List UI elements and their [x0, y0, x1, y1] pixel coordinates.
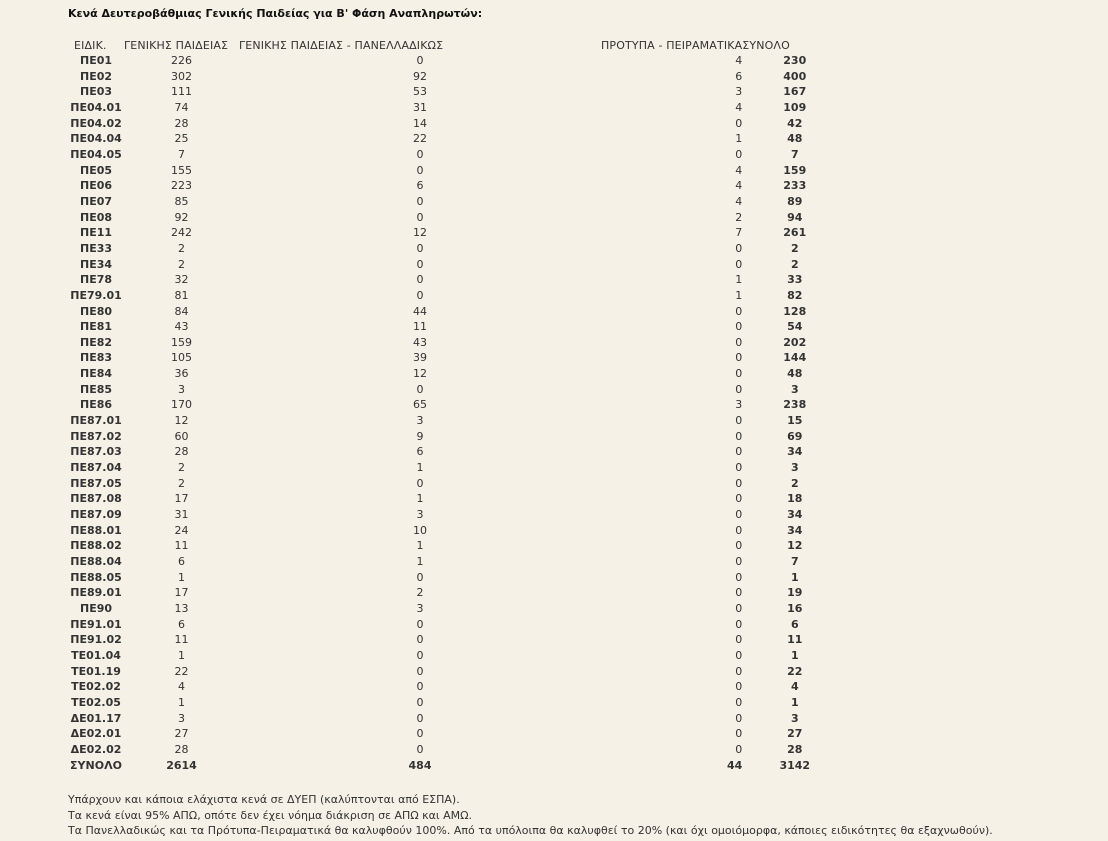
total-label: ΣΥΝΟΛΟ — [70, 758, 122, 772]
cell-general-nationwide: 3 — [416, 508, 424, 522]
cell-specialty: ΠΕ34 — [79, 257, 113, 271]
cell-specialty: ΠΕ01 — [79, 54, 113, 67]
cell-total: 3 — [790, 461, 799, 475]
cell-model-experimental: 3 — [735, 398, 743, 412]
cell-general-nationwide: 12 — [413, 226, 427, 240]
cell-total: 27 — [787, 727, 803, 741]
cell-general-nationwide: 10 — [413, 523, 427, 537]
cell-total: 3 — [790, 711, 799, 725]
cell-specialty: ΠΕ81 — [79, 320, 113, 334]
cell-specialty: ΠΕ33 — [79, 241, 113, 255]
table-header-row — [68, 38, 847, 53]
cell-model-experimental: 7 — [735, 226, 743, 240]
cell-model-experimental: 0 — [735, 241, 743, 255]
cell-general: 2 — [178, 257, 185, 271]
cell-model-experimental: 0 — [735, 601, 743, 615]
cell-model-experimental: 0 — [735, 351, 743, 365]
cell-total: 12 — [787, 539, 803, 553]
cell-general: 81 — [174, 288, 189, 302]
column-header-model-experimental: ΠΡΟΤΥΠΑ - ΠΕΙΡΑΜΑΤΙΚΑ — [601, 39, 743, 52]
cell-specialty: ΠΕ04.04 — [70, 132, 122, 146]
cell-specialty: ΔΕ01.17 — [70, 711, 122, 725]
cell-general: 2 — [178, 461, 185, 475]
cell-total: 109 — [783, 100, 807, 114]
cell-specialty: ΠΕ80 — [79, 304, 113, 318]
table-row — [68, 491, 847, 507]
cell-model-experimental: 0 — [735, 523, 743, 537]
cell-total: 7 — [790, 147, 799, 161]
column-header-total: ΣΥΝΟΛΟ — [742, 39, 790, 52]
cell-model-experimental: 0 — [735, 367, 743, 381]
cell-total: 89 — [787, 194, 803, 208]
table-body — [68, 53, 847, 758]
cell-total: 1 — [790, 648, 799, 662]
cell-model-experimental: 4 — [735, 100, 743, 114]
total-model-experimental: 44 — [726, 758, 743, 772]
cell-model-experimental: 1 — [735, 288, 743, 302]
cell-general-nationwide: 12 — [413, 367, 427, 381]
table-row — [68, 225, 847, 241]
cell-specialty: ΔΕ02.02 — [70, 742, 122, 756]
cell-general-nationwide: 0 — [416, 194, 424, 208]
cell-model-experimental: 4 — [735, 194, 743, 208]
cell-general-nationwide: 0 — [416, 680, 424, 694]
cell-model-experimental: 4 — [735, 163, 743, 177]
cell-specialty: ΤΕ02.02 — [71, 680, 121, 694]
cell-general-nationwide: 92 — [413, 69, 427, 83]
cell-model-experimental: 0 — [735, 429, 743, 443]
cell-total: 34 — [787, 508, 803, 522]
table-row — [68, 69, 847, 85]
cell-specialty: ΠΕ85 — [79, 382, 113, 396]
cell-model-experimental: 0 — [735, 414, 743, 428]
cell-general-nationwide: 3 — [416, 414, 424, 428]
cell-specialty: ΠΕ89.01 — [70, 586, 122, 600]
cell-general-nationwide: 0 — [416, 288, 424, 302]
cell-total: 11 — [787, 633, 803, 647]
cell-total: 7 — [790, 555, 799, 568]
cell-model-experimental: 0 — [735, 461, 743, 475]
cell-general: 43 — [174, 320, 189, 334]
table-row — [68, 397, 847, 413]
cell-total: 69 — [787, 429, 803, 443]
cell-general-nationwide: 22 — [413, 132, 427, 146]
cell-general: 17 — [174, 586, 189, 600]
table-row — [68, 304, 847, 320]
cell-model-experimental: 0 — [735, 555, 743, 568]
cell-total: 22 — [787, 664, 803, 678]
cell-specialty: ΠΕ04.02 — [70, 116, 122, 130]
cell-general: 105 — [171, 351, 192, 365]
cell-model-experimental: 6 — [735, 69, 743, 83]
cell-model-experimental: 0 — [735, 116, 743, 130]
cell-general-nationwide: 0 — [416, 382, 424, 396]
table-row — [68, 664, 847, 680]
table-total-row — [68, 758, 847, 774]
cell-general: 159 — [171, 335, 192, 349]
cell-general: 31 — [174, 508, 189, 522]
cell-general: 2 — [178, 241, 185, 255]
cell-general: 28 — [174, 445, 189, 459]
cell-model-experimental: 0 — [735, 664, 743, 678]
cell-model-experimental: 0 — [735, 742, 743, 756]
cell-total: 1 — [790, 570, 799, 584]
cell-general-nationwide: 6 — [416, 445, 424, 459]
cell-total: 202 — [783, 335, 807, 349]
table-row — [68, 53, 847, 69]
cell-model-experimental: 0 — [735, 147, 743, 161]
table-row — [68, 163, 847, 179]
cell-general: 11 — [174, 539, 189, 553]
table-row — [68, 444, 847, 460]
cell-general: 155 — [171, 163, 192, 177]
table-row — [68, 476, 847, 492]
cell-specialty: ΠΕ87.01 — [70, 414, 122, 428]
cell-model-experimental: 0 — [735, 648, 743, 662]
cell-general-nationwide: 0 — [416, 633, 424, 647]
cell-specialty: ΠΕ07 — [79, 194, 113, 208]
cell-general: 11 — [174, 633, 189, 647]
cell-total: 34 — [787, 445, 803, 459]
cell-total: 48 — [787, 367, 803, 381]
cell-general-nationwide: 0 — [416, 664, 424, 678]
cell-model-experimental: 4 — [735, 179, 743, 193]
table-row — [68, 241, 847, 257]
cell-specialty: ΠΕ87.05 — [70, 476, 122, 490]
cell-general: 28 — [174, 116, 189, 130]
cell-general-nationwide: 39 — [413, 351, 427, 365]
cell-general-nationwide: 3 — [416, 601, 424, 615]
cell-general-nationwide: 0 — [416, 147, 424, 161]
cell-total: 2 — [790, 257, 799, 271]
cell-total: 82 — [787, 288, 803, 302]
table-row — [68, 460, 847, 476]
cell-general: 24 — [174, 523, 189, 537]
cell-specialty: ΠΕ87.08 — [70, 492, 122, 506]
cell-total: 4 — [790, 680, 799, 694]
cell-general: 32 — [174, 273, 189, 287]
cell-model-experimental: 0 — [735, 476, 743, 490]
table-row — [68, 335, 847, 351]
table-row — [68, 319, 847, 335]
cell-general-nationwide: 44 — [413, 304, 427, 318]
cell-total: 238 — [783, 398, 807, 412]
table-row — [68, 554, 847, 570]
cell-general-nationwide: 0 — [416, 273, 424, 287]
cell-general-nationwide: 1 — [416, 492, 424, 506]
cell-model-experimental: 0 — [735, 617, 743, 631]
table-row — [68, 288, 847, 304]
cell-total: 94 — [787, 210, 803, 224]
total-general-nationwide: 484 — [408, 758, 432, 772]
cell-total: 54 — [787, 320, 803, 334]
cell-total: 144 — [783, 351, 807, 365]
cell-specialty: ΤΕ01.19 — [71, 664, 121, 678]
cell-total: 33 — [787, 273, 803, 287]
cell-general-nationwide: 43 — [413, 335, 427, 349]
cell-specialty: ΠΕ88.02 — [70, 539, 122, 553]
cell-model-experimental: 0 — [735, 304, 743, 318]
cell-general: 242 — [171, 226, 192, 240]
cell-general-nationwide: 11 — [413, 320, 427, 334]
table-row — [68, 366, 847, 382]
cell-specialty: ΠΕ84 — [79, 367, 113, 381]
vacancies-table — [68, 38, 847, 773]
cell-general-nationwide: 1 — [416, 539, 424, 553]
cell-general-nationwide: 0 — [416, 241, 424, 255]
cell-specialty: ΠΕ87.02 — [70, 429, 122, 443]
cell-specialty: ΠΕ91.01 — [70, 617, 122, 631]
cell-specialty: ΠΕ87.04 — [70, 461, 122, 475]
cell-model-experimental: 0 — [735, 445, 743, 459]
cell-general: 3 — [178, 711, 185, 725]
cell-general: 302 — [171, 69, 192, 83]
table-row — [68, 131, 847, 147]
table-row — [68, 100, 847, 116]
cell-specialty: ΠΕ86 — [79, 398, 113, 412]
cell-general-nationwide: 0 — [416, 163, 424, 177]
cell-specialty: ΠΕ88.01 — [70, 523, 122, 537]
table-row — [68, 585, 847, 601]
table-row — [68, 178, 847, 194]
cell-model-experimental: 2 — [735, 210, 743, 224]
cell-model-experimental: 1 — [735, 273, 743, 287]
cell-model-experimental: 0 — [735, 586, 743, 600]
cell-total: 1 — [790, 695, 799, 709]
cell-general: 74 — [174, 100, 189, 114]
cell-general: 7 — [178, 147, 185, 161]
cell-general: 1 — [178, 570, 185, 584]
column-header-general-nationwide: ΓΕΝΙΚΗΣ ΠΑΙΔΕΙΑΣ - ΠΑΝΕΛΛΑΔΙΚΩΣ — [239, 39, 444, 52]
cell-total: 48 — [787, 132, 803, 146]
cell-specialty: ΠΕ78 — [79, 273, 113, 287]
table-row — [68, 601, 847, 617]
cell-general: 85 — [174, 194, 189, 208]
cell-model-experimental: 0 — [735, 570, 743, 584]
note-line: Τα Πανελλαδικώς και τα Πρότυπα-Πειραματικά θα καλυφθούν 100%. Από τα υπόλοιπα θα καλυφθεί το 20% (και όχι ομοιόμορφα, κάποιες ειδικότητες θα εξαχνωθούν). — [68, 824, 993, 837]
cell-model-experimental: 4 — [735, 54, 743, 67]
table-row — [68, 350, 847, 366]
table-row — [68, 194, 847, 210]
cell-general: 25 — [174, 132, 189, 146]
cell-general: 27 — [174, 727, 189, 741]
cell-total: 400 — [783, 69, 807, 83]
cell-total: 6 — [790, 617, 799, 631]
cell-general: 4 — [178, 680, 185, 694]
total-sum: 3142 — [779, 758, 811, 772]
cell-general-nationwide: 0 — [416, 476, 424, 490]
cell-model-experimental: 3 — [735, 85, 743, 99]
cell-general-nationwide: 1 — [416, 555, 424, 568]
cell-general: 60 — [174, 429, 189, 443]
cell-specialty: ΔΕ02.01 — [70, 727, 122, 741]
cell-general: 92 — [174, 210, 189, 224]
cell-general-nationwide: 14 — [413, 116, 427, 130]
table-row — [68, 429, 847, 445]
cell-specialty: ΠΕ90 — [79, 601, 113, 615]
table-row — [68, 257, 847, 273]
cell-general-nationwide: 0 — [416, 727, 424, 741]
cell-total: 2 — [790, 476, 799, 490]
table-row — [68, 570, 847, 586]
cell-total: 230 — [783, 54, 807, 67]
cell-specialty: ΠΕ08 — [79, 210, 113, 224]
cell-general: 223 — [171, 179, 192, 193]
cell-general-nationwide: 6 — [416, 179, 424, 193]
cell-model-experimental: 0 — [735, 633, 743, 647]
table-row — [68, 272, 847, 288]
cell-specialty: ΤΕ02.05 — [71, 695, 121, 709]
cell-total: 3 — [790, 382, 799, 396]
table-row — [68, 679, 847, 695]
cell-total: 18 — [787, 492, 803, 506]
table-row — [68, 523, 847, 539]
cell-general: 3 — [178, 382, 185, 396]
cell-model-experimental: 0 — [735, 257, 743, 271]
table-row — [68, 538, 847, 554]
cell-general: 1 — [178, 695, 185, 709]
table-row — [68, 632, 847, 648]
cell-general-nationwide: 0 — [416, 711, 424, 725]
cell-specialty: ΠΕ03 — [79, 85, 113, 99]
cell-model-experimental: 0 — [735, 727, 743, 741]
cell-model-experimental: 0 — [735, 711, 743, 725]
cell-model-experimental: 0 — [735, 382, 743, 396]
cell-specialty: ΤΕ01.04 — [71, 648, 121, 662]
table-row — [68, 210, 847, 226]
cell-total: 261 — [783, 226, 807, 240]
cell-general-nationwide: 53 — [413, 85, 427, 99]
table-row — [68, 617, 847, 633]
table-row — [68, 742, 847, 758]
cell-total: 128 — [783, 304, 807, 318]
cell-specialty: ΠΕ79.01 — [70, 288, 122, 302]
cell-total: 16 — [787, 601, 803, 615]
cell-general-nationwide: 31 — [413, 100, 427, 114]
cell-general-nationwide: 0 — [416, 617, 424, 631]
cell-specialty: ΠΕ05 — [79, 163, 113, 177]
table-row — [68, 726, 847, 742]
cell-general: 111 — [171, 85, 192, 99]
cell-model-experimental: 0 — [735, 320, 743, 334]
cell-general-nationwide: 1 — [416, 461, 424, 475]
cell-general: 22 — [174, 664, 189, 678]
cell-general: 6 — [178, 555, 185, 568]
cell-specialty: ΠΕ04.05 — [70, 147, 122, 161]
cell-general: 12 — [174, 414, 189, 428]
cell-total: 19 — [787, 586, 803, 600]
cell-general: 1 — [178, 648, 185, 662]
table-row — [68, 507, 847, 523]
table-row — [68, 695, 847, 711]
cell-model-experimental: 0 — [735, 539, 743, 553]
table-row — [68, 382, 847, 398]
table-row — [68, 147, 847, 163]
cell-general-nationwide: 9 — [416, 429, 424, 443]
notes — [68, 792, 993, 839]
cell-specialty: ΠΕ88.05 — [70, 570, 122, 584]
column-header-general: ΓΕΝΙΚΗΣ ΠΑΙΔΕΙΑΣ — [124, 39, 229, 52]
cell-general: 28 — [174, 742, 189, 756]
cell-model-experimental: 0 — [735, 695, 743, 709]
cell-model-experimental: 0 — [735, 680, 743, 694]
cell-specialty: ΠΕ87.03 — [70, 445, 122, 459]
cell-total: 2 — [790, 241, 799, 255]
table-row — [68, 711, 847, 727]
cell-total: 28 — [787, 742, 803, 756]
cell-specialty: ΠΕ87.09 — [70, 508, 122, 522]
cell-specialty: ΠΕ91.02 — [70, 633, 122, 647]
cell-general-nationwide: 0 — [416, 210, 424, 224]
total-general: 2614 — [166, 758, 197, 772]
cell-general: 6 — [178, 617, 185, 631]
cell-general: 2 — [178, 476, 185, 490]
cell-general-nationwide: 0 — [416, 695, 424, 709]
table-row — [68, 116, 847, 132]
cell-general-nationwide: 2 — [416, 586, 424, 600]
page-title: Κενά Δευτεροβάθμιας Γενικής Παιδείας για Β' Φάση Αναπληρωτών: — [68, 7, 483, 20]
table-row — [68, 648, 847, 664]
cell-total: 15 — [787, 414, 803, 428]
cell-general: 36 — [174, 367, 189, 381]
cell-total: 233 — [783, 179, 807, 193]
cell-general-nationwide: 0 — [416, 54, 424, 67]
cell-general: 84 — [174, 304, 189, 318]
cell-general-nationwide: 0 — [416, 257, 424, 271]
cell-total: 42 — [787, 116, 803, 130]
cell-specialty: ΠΕ06 — [79, 179, 113, 193]
cell-general-nationwide: 0 — [416, 570, 424, 584]
cell-general: 13 — [174, 601, 189, 615]
table-row — [68, 84, 847, 100]
column-header-specialty: ΕΙΔΙΚ. — [74, 39, 107, 52]
cell-model-experimental: 0 — [735, 492, 743, 506]
cell-specialty: ΠΕ04.01 — [70, 100, 122, 114]
cell-general-nationwide: 65 — [413, 398, 427, 412]
note-line: Υπάρχουν και κάποια ελάχιστα κενά σε ΔΥΕΠ (καλύπτονται από ΕΣΠΑ). — [68, 793, 460, 806]
cell-general-nationwide: 0 — [416, 648, 424, 662]
cell-general: 17 — [174, 492, 189, 506]
cell-model-experimental: 0 — [735, 508, 743, 522]
cell-total: 167 — [783, 85, 807, 99]
cell-total: 34 — [787, 523, 803, 537]
cell-total: 159 — [783, 163, 807, 177]
note-line: Τα κενά είναι 95% ΑΠΩ, οπότε δεν έχει νόημα διάκριση σε ΑΠΩ και ΑΜΩ. — [68, 808, 473, 822]
cell-model-experimental: 1 — [735, 132, 743, 146]
cell-specialty: ΠΕ11 — [79, 226, 113, 240]
cell-model-experimental: 0 — [735, 335, 743, 349]
cell-specialty: ΠΕ82 — [79, 335, 113, 349]
cell-specialty: ΠΕ02 — [79, 69, 113, 83]
cell-specialty: ΠΕ88.04 — [70, 555, 122, 568]
table-row — [68, 413, 847, 429]
cell-specialty: ΠΕ83 — [79, 351, 113, 365]
cell-general: 226 — [171, 54, 192, 67]
cell-general-nationwide: 0 — [416, 742, 424, 756]
cell-general: 170 — [171, 398, 192, 412]
